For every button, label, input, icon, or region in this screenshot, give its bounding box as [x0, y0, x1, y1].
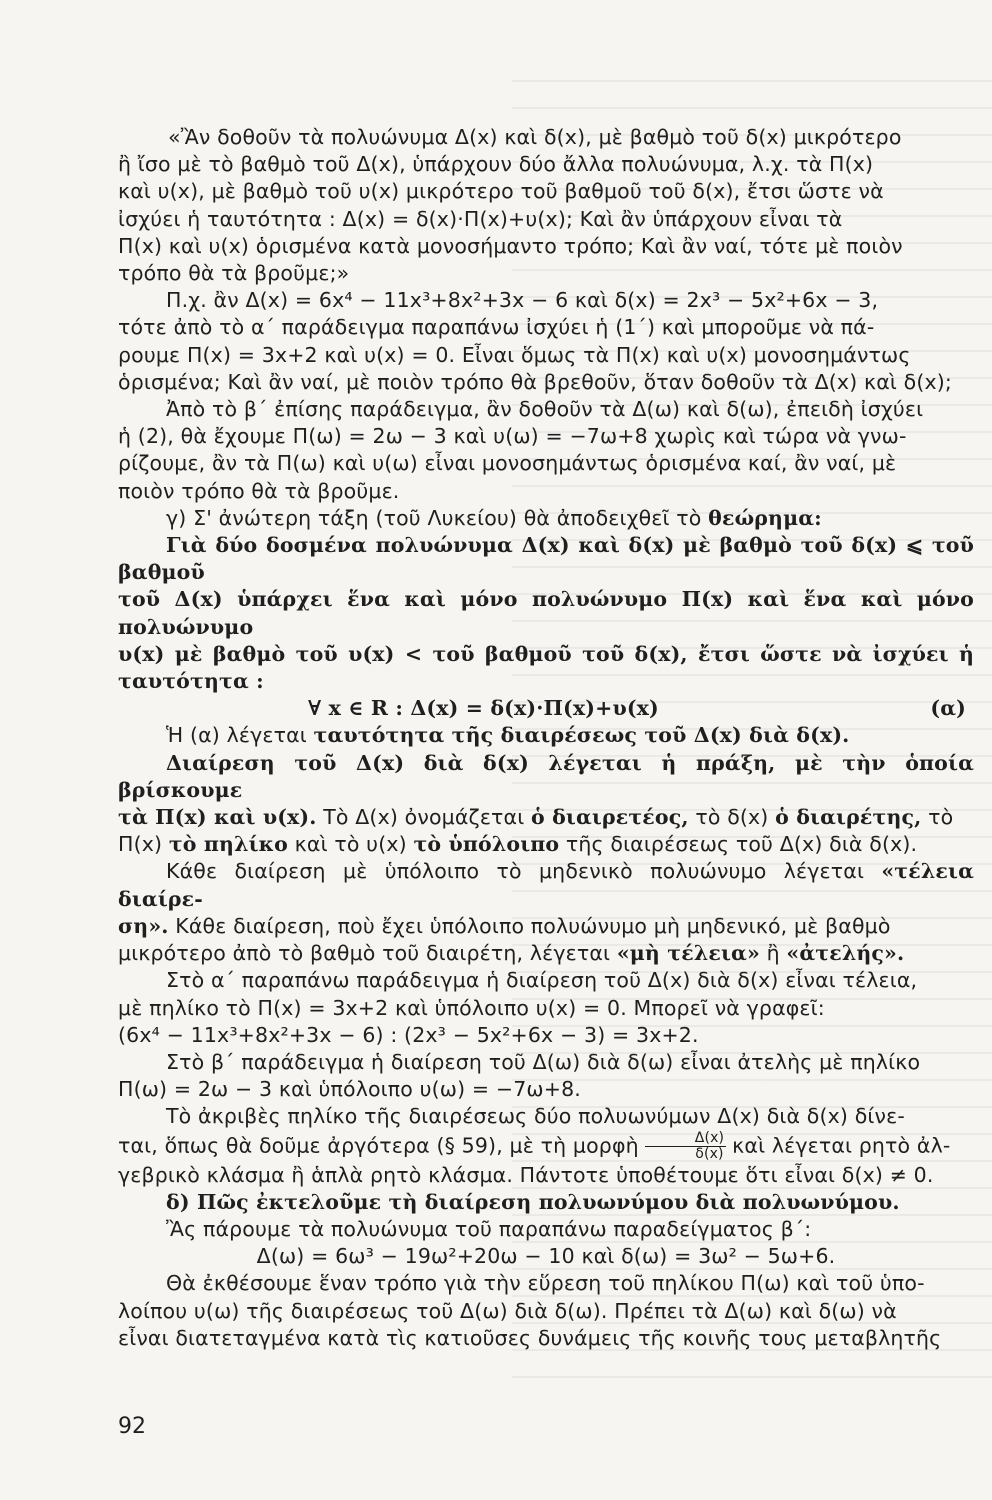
example-b-paragraph	[118, 396, 974, 505]
text-line: Στὸ β΄ παράδειγμα ἡ διαίρεση τοῦ Δ(ω) διὰ δ(ω) εἶναι ἀτελὴς μὲ πηλίκο	[166, 1049, 921, 1074]
text-line: εἶναι διατεταγμένα κατὰ τὶς κατιοῦσες δυνάμεις τῆς κοινῆς τους μεταβλητῆς	[118, 1325, 942, 1350]
bold-term: ταυτότητα τῆς διαιρέσεως τοῦ Δ(x) διὰ δ(x).	[313, 723, 850, 748]
text-span: καὶ τὸ υ(x)	[288, 832, 414, 857]
text-span: τὸ δ(x)	[688, 805, 776, 830]
polynomials-equation: Δ(ω) = 6ω³ − 19ω²+20ω − 10 καὶ δ(ω) = 3ω² − 5ω+6.	[256, 1244, 836, 1269]
fraction-numerator: Δ(x)	[645, 1131, 726, 1147]
text-line: ἰσχύει ἡ ταυτότητα : Δ(x) = δ(x)·Π(x)+υ(x); Καὶ ἂν ὑπάρχουν εἶναι τὰ	[118, 206, 843, 231]
text-span: Κάθε διαίρεση μὲ ὑπόλοιπο τὸ μηδενικὸ πολυώνυμο λέγεται	[166, 859, 882, 884]
identity-name-paragraph	[118, 722, 974, 749]
text-line: ρίζουμε, ἂν τὰ Π(ω) καὶ υ(ω) εἶναι μονοσημάντως ὁρισμένα καί, ἂν ναί, μὲ	[118, 451, 897, 476]
bold-term: «τέλεια διαίρε-	[118, 859, 974, 911]
bold-term: τὸ ὑπόλοιπο	[413, 832, 560, 857]
text-line: Στὸ α΄ παραπάνω παράδειγμα ἡ διαίρεση τοῦ Δ(x) διὰ δ(x) εἶναι τέλεια,	[166, 968, 918, 993]
text-span: τὸ	[921, 805, 954, 830]
theorem-intro	[118, 505, 974, 532]
method-paragraph	[118, 1270, 974, 1352]
section-heading-d: δ) Πῶς ἐκτελοῦμε τὴ διαίρεση πολυωνύμου διὰ πολυωνύμου.	[166, 1189, 900, 1214]
text-line: τοῦ Δ(x) ὑπάρχει ἕνα καὶ μόνο πολυώνυμο Π(x) καὶ ἕνα καὶ μόνο πολυώνυμο	[118, 587, 974, 639]
equation: ∀ x ∈ R : Δ(x) = δ(x)·Π(x)+υ(x)	[308, 696, 659, 721]
text-span: Κάθε διαίρεση, ποὺ ἔχει ὑπόλοιπο πολυώνυμο μὴ μηδενικό, μὲ βαθμὸ	[168, 913, 891, 938]
text-line: (6x⁴ − 11x³+8x²+3x − 6) : (2x³ − 5x²+6x − 3) = 3x+2.	[118, 1022, 699, 1047]
text-line: καὶ υ(x), μὲ βαθμὸ τοῦ υ(x) μικρότερο τοῦ βαθμοῦ τοῦ δ(x), ἔτσι ὥστε νὰ	[118, 179, 884, 204]
text-line: «Ἂν δοθοῦν τὰ πολυώνυμα Δ(x) καὶ δ(x), μὲ βαθμὸ τοῦ δ(x) μικρότερο	[168, 125, 902, 149]
text-span: Ἡ (α) λέγεται	[166, 723, 314, 748]
text-line: Θὰ ἐκθέσουμε ἕναν τρόπο γιὰ τὴν εὕρεση τοῦ πηλίκου Π(ω) καὶ τοῦ ὑπο-	[166, 1271, 925, 1296]
text-line: μὲ πηλίκο τὸ Π(x) = 3x+2 καὶ ὑπόλοιπο υ(x) = 0. Μπορεῖ νὰ γραφεῖ:	[118, 995, 825, 1020]
bold-text: Διαίρεση τοῦ Δ(x) διὰ δ(x) λέγεται ἡ πράξη, μὲ τὴν ὁποία βρίσκουμε	[118, 750, 974, 802]
text-span: μικρότερο ἀπὸ τὸ βαθμὸ τοῦ διαιρέτη, λέγεται	[118, 941, 617, 966]
text-line: λοίπου υ(ω) τῆς διαιρέσεως τοῦ Δ(ω) διὰ δ(ω). Πρέπει τὰ Δ(ω) καὶ δ(ω) νὰ	[118, 1298, 897, 1323]
text-line: ὁρισμένα; Καὶ ἂν ναί, μὲ ποιὸν τρόπο θὰ βρεθοῦν, ὅταν δοθοῦν τὰ Δ(x) καὶ δ(x);	[118, 369, 952, 394]
theorem-statement	[118, 532, 974, 695]
fraction-denominator: δ(x)	[695, 1145, 724, 1162]
bold-text: τὰ Π(x) καὶ υ(x).	[118, 805, 317, 830]
bold-term: ση».	[118, 913, 169, 938]
theorem-equation	[118, 695, 974, 722]
text-line: ποιὸν τρόπο θὰ τὰ βροῦμε.	[118, 478, 400, 503]
text-span: ἢ	[759, 941, 787, 966]
page-number: 92	[118, 1414, 146, 1439]
text-line: ρουμε Π(x) = 3x+2 καὶ υ(x) = 0. Εἶναι ὅμως τὰ Π(x) καὶ υ(x) μονοσημάντως	[118, 342, 911, 367]
text-span: ται, ὅπως θὰ δοῦμε ἀργότερα (§ 59), μὲ τὴ μορφὴ	[118, 1133, 639, 1158]
book-page	[118, 124, 974, 1352]
text-line: ἢ ἴσο μὲ τὸ βαθμὸ τοῦ Δ(x), ὑπάρχουν δύο ἄλλα πολυώνυμα, λ.χ. τὰ Π(x)	[118, 152, 874, 177]
equation-tag: (α)	[930, 696, 966, 721]
bold-term: «ἀτελής».	[786, 941, 905, 966]
text-line: Π(x) καὶ υ(x) ὁρισμένα κατὰ μονοσήμαντο τρόπο; Καὶ ἂν ναί, τότε μὲ ποιὸν	[118, 233, 903, 258]
question-paragraph	[118, 124, 974, 287]
example-a-result	[118, 967, 974, 1049]
text-line: Τὸ ἀκριβὲς πηλίκο τῆς διαιρέσεως δύο πολυωνύμων Δ(x) διὰ δ(x) δίνε-	[166, 1104, 905, 1129]
text-span: Π(x)	[118, 832, 169, 857]
text-line: Ἀπὸ τὸ β΄ ἐπίσης παράδειγμα, ἂν δοθοῦν τὰ Δ(ω) καὶ δ(ω), ἐπειδὴ ἰσχύει	[166, 397, 924, 422]
example-paragraph	[118, 287, 974, 396]
theorem-keyword: θεώρημα:	[708, 505, 822, 530]
fraction	[645, 1131, 726, 1162]
text-span: καὶ λέγεται ρητὸ ἀλ-	[732, 1133, 951, 1158]
text-line: υ(x) μὲ βαθμὸ τοῦ υ(x) < τοῦ βαθμοῦ τοῦ δ(x), ἔτσι ὥστε νὰ ἰσχύει ἡ ταυτότητα :	[118, 641, 974, 694]
example-b-result	[118, 1049, 974, 1103]
bold-term: «μὴ τέλεια»	[616, 941, 760, 966]
text-line: Ἂς πάρουμε τὰ πολυώνυμα τοῦ παραπάνω παραδείγματος β΄:	[166, 1216, 812, 1241]
rational-fraction-paragraph	[118, 1103, 974, 1188]
definition-paragraph	[118, 750, 974, 859]
text-span: Τὸ Δ(x) ὀνομάζεται	[316, 805, 531, 830]
perfect-division-paragraph	[118, 858, 974, 967]
text-line: Π.χ. ἂν Δ(x) = 6x⁴ − 11x³+8x²+3x − 6 καὶ δ(x) = 2x³ − 5x²+6x − 3,	[166, 288, 879, 313]
polynomials-paragraph	[118, 1216, 974, 1243]
bold-term: ὁ διαιρέτης,	[775, 805, 922, 830]
text-line: τότε ἀπὸ τὸ α΄ παράδειγμα παραπάνω ἰσχύει ἡ (1΄) καὶ μποροῦμε νὰ πά-	[118, 315, 875, 340]
text-span: γ) Σ' ἀνώτερη τάξη (τοῦ Λυκείου) θὰ ἀποδειχθεῖ τὸ	[166, 505, 709, 530]
bold-term: ὁ διαιρετέος,	[530, 805, 689, 830]
text-line: γεβρικὸ κλάσμα ἢ ἁπλὰ ρητὸ κλάσμα. Πάντοτε ὑποθέτουμε ὅτι εἶναι δ(x) ≠ 0.	[118, 1162, 934, 1187]
text-span: τῆς διαιρέσεως τοῦ Δ(x) διὰ δ(x).	[559, 832, 918, 857]
text-line: τρόπο θὰ τὰ βροῦμε;»	[118, 261, 350, 286]
text-line: Π(ω) = 2ω − 3 καὶ ὑπόλοιπο υ(ω) = −7ω+8.	[118, 1077, 581, 1102]
bold-term: τὸ πηλίκο	[168, 832, 289, 857]
text-line: ἡ (2), θὰ ἔχουμε Π(ω) = 2ω − 3 καὶ υ(ω) = −7ω+8 χωρὶς καὶ τώρα νὰ γνω-	[118, 424, 907, 449]
text-line: Γιὰ δύο δοσμένα πολυώνυμα Δ(x) καὶ δ(x) μὲ βαθμὸ τοῦ δ(x) ⩽ τοῦ βαθμοῦ	[118, 533, 974, 585]
